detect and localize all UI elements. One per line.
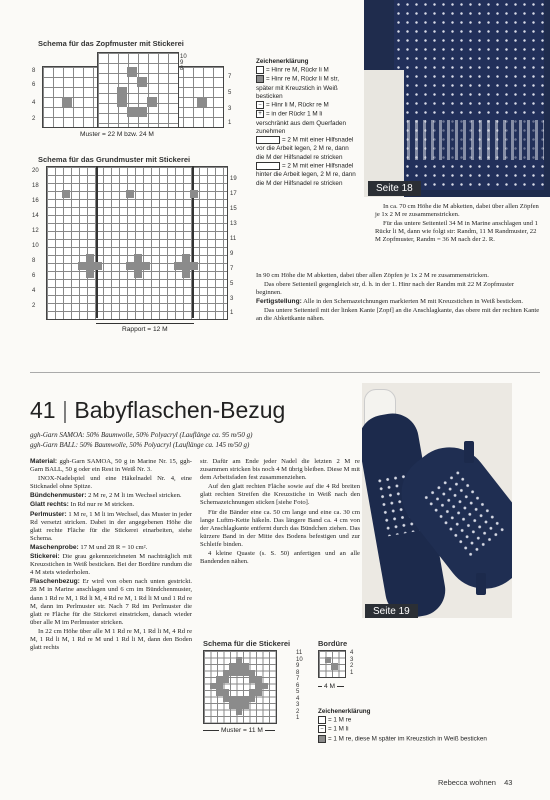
row-label: 10	[296, 656, 303, 663]
row-label: 6	[32, 273, 36, 279]
paragraph: Er wird von oben nach unten gestrickt. 28 M in Marine anschlagen und 6 cm im Bündchenmuster, dann 1 Rd re M, 1 Rd li M, 4 Rd re M, 1 Rd li M und 1 Rd re M, dann im Perlmuster str. Nach 7 Rd im Perlmuster die glatt re Fläche für die Stickerei einstricken, danach wieder über alle M im Perlmuster stricken.	[30, 578, 193, 626]
article-title: Babyflaschen-Bezug	[74, 397, 286, 423]
gray-square-icon	[318, 735, 326, 743]
row-label: 20	[32, 168, 39, 174]
chart1-footer: Muster = 22 M bzw. 24 M	[80, 131, 154, 138]
section-label: Bündchenmuster:	[30, 492, 87, 500]
empty-square-icon	[256, 66, 264, 74]
row-label: 6	[32, 82, 36, 88]
row-label: 8	[32, 258, 36, 264]
row-label: 15	[230, 206, 237, 212]
empty-square-icon	[318, 716, 326, 724]
yarn-info-1: ggh-Garn SAMOA: 50% Baumwolle, 50% Polyacryl (Lauflänge ca. 95 m/50 g)	[30, 431, 253, 439]
row-label: 3	[228, 106, 232, 112]
legend-item: = 1 M re, diese M später im Kreuzstich in Weiß besticken	[328, 735, 487, 743]
row-label: 3	[350, 656, 354, 663]
row-label: 11	[296, 650, 303, 656]
paragraph: Für das untere Seitenteil 34 M in Marine anschlagen und 1 Rückr li M, dann wie folgt str: Randm, 11 M Randmuster, 22 M Zopfmuster, Randm = 36 M nach der 2. R.	[375, 220, 538, 244]
paragraph: Für die Bänder eine ca. 50 cm lange und eine ca. 30 cm lange Luftm-Kette häkeln. Das längere Band ca. 4 cm von der Anschlagkante entfernt durch das Bündchen ziehen. Das kürzere Band in der Mitte des Bodens befestigen und zur Schleife binden.	[200, 508, 360, 548]
row-label: 8	[32, 68, 36, 74]
yarn-info-2: ggh-Garn BALL: 50% Baumwolle, 50% Polyacryl (Lauflänge ca. 145 m/50 g)	[30, 441, 250, 449]
legend-item: = 1 M li	[328, 726, 349, 734]
base-chart	[32, 166, 242, 346]
row-label: 8	[296, 669, 300, 676]
embroidery-chart	[203, 650, 313, 750]
dash-square-icon: –	[256, 101, 264, 109]
paragraph: In Rd nur re M stricken.	[70, 501, 135, 509]
legend	[256, 58, 356, 188]
row-label: 16	[32, 198, 39, 204]
border-row-labels	[350, 650, 353, 676]
blanket-photo	[364, 0, 550, 197]
legend-item: = Hinr re M, Rückr li M	[266, 67, 329, 75]
bottle-cover-photo	[362, 383, 512, 618]
chart2-title: Schema für das Grundmuster mit Stickerei	[38, 155, 191, 164]
section-label: Material:	[30, 458, 58, 465]
row-label: 1	[296, 715, 300, 722]
column-2	[200, 458, 360, 567]
paragraph: In 22 cm Höhe über alle M 1 Rd re M, 1 Rd li M, 4 Rd re M, 1 Rd li M, 1 Rd re M und 1 Rd li M, dann den Boden glatt rechts	[30, 627, 192, 652]
legend-item: = 2 M mit einer Hilfsnadel hinter die Arbeit legen, 2 M re, dann die M der Hilfsnadel re stricken	[256, 162, 356, 187]
border-chart	[318, 650, 358, 700]
gray-square-icon	[256, 75, 264, 83]
dash-square-icon: –	[318, 725, 326, 733]
section-label: Maschenprobe:	[30, 543, 79, 551]
row-label: 7	[228, 74, 232, 80]
row-label: 4	[296, 695, 300, 702]
plus-square-icon: +	[256, 110, 264, 118]
row-label: 5	[230, 281, 234, 287]
section-label: Flaschenbezug:	[30, 578, 80, 586]
legend-item: = 2 M mit einer Hilfsnadel vor die Arbeit legen, 2 M re, dann die M der Hilfsnadel re stricken	[256, 137, 354, 161]
magazine-name: Rebecca wohnen	[438, 778, 496, 787]
paragraph: 4 kleine Quaste (s. S. 50) anfertigen und an alle Bandenden nähen.	[200, 550, 360, 566]
row-label: 10	[32, 243, 39, 249]
chart2-footer: Rapport = 12 M	[122, 326, 168, 333]
legend-item: = Hinr re M, Rückr li M str, später mit Kreuzstich in Weiß besticken	[256, 76, 339, 100]
page-footer	[438, 778, 512, 787]
row-label: 9	[230, 251, 234, 257]
section-label: Stickerei:	[30, 553, 60, 561]
paragraph: INOX-Nadelspiel und eine Häkelnadel Nr. 4, eine Sticknadel ohne Spitze.	[30, 475, 192, 491]
paragraph: Alle in den Schemazeichnungen markierten M mit Kreuzstichen in Weiß besticken.	[303, 298, 524, 306]
row-label: 14	[32, 213, 39, 219]
chart3-title: Schema für die Stickerei	[203, 639, 291, 648]
row-label: 19	[230, 176, 237, 182]
row-label: 8	[180, 66, 184, 72]
row-label: 1	[228, 120, 232, 126]
row-label: 9	[180, 60, 184, 66]
legend-item: = Hinr li M, Rückr re M	[266, 102, 329, 110]
row-label: 4	[32, 100, 36, 106]
cable-back-icon	[256, 162, 280, 170]
row-label: 13	[230, 221, 237, 227]
paragraph: Auf den glatt rechten Fläche sowie auf die 4 Rd breiten glatt rechten Streifen die Kreuzstiche in Weiß nach den Schemazeichnungen sticken [siehe Foto].	[200, 483, 360, 507]
paragraph: str. Dafür am Ende jeder Nadel die letzten 2 M re zusammen stricken bis noch 4 M übrig bleiben. Diese M mit dem Arbeitsfaden fest zusammenziehen.	[200, 458, 360, 482]
photo-label: Seite 18	[368, 181, 421, 196]
row-label: 7	[230, 266, 234, 272]
legend-title: Zeichenerklärung	[318, 708, 371, 715]
paragraph: 17 M und 28 R = 10 cm².	[80, 543, 148, 551]
row-label: 2	[296, 708, 300, 715]
border-title: Bordüre	[318, 639, 348, 648]
cable-front-icon	[256, 136, 280, 144]
cable-chart	[32, 52, 242, 142]
row-label: 2	[32, 303, 36, 309]
paragraph: Die grau gekennzeichneten M nachträglich mit Kreuzstichen in Weiß besticken. Bei der Bordüre rundum die 4 M stets wiederholen.	[30, 553, 192, 577]
row-label: 7	[296, 676, 300, 683]
row-label: 4	[32, 288, 36, 294]
article-number: 41	[30, 397, 56, 423]
column-1	[30, 458, 192, 653]
row-label: 12	[32, 228, 39, 234]
legend-item: = in der Rückr 1 M li verschränkt aus dem Querfaden zunehmen	[256, 111, 346, 135]
row-label: 1	[350, 669, 354, 676]
section-label: Glatt rechts:	[30, 501, 69, 509]
page-number: 43	[504, 778, 513, 787]
paragraph: Das untere Seitenteil mit der linken Kante [Zopf] an die Anschlagkante, das obere mit der rechten Kante an die Abkettkante nähen.	[256, 307, 540, 323]
paragraph: 1 M re, 1 M li im Wechsel, das Muster in jeder Rd versetzt stricken. Dabei in der angegebenen Höhe die glatt rechte Fläche für die Stickerei einarbeiten, siehe Schema.	[30, 510, 192, 542]
right-text	[375, 203, 540, 245]
row-label: 9	[296, 663, 300, 670]
row-label: 1	[230, 310, 234, 316]
row-label: 3	[230, 296, 234, 302]
row-label: 5	[228, 90, 232, 96]
row-label: 11	[230, 236, 237, 242]
row-label: 2	[350, 663, 354, 669]
paragraph: ggh-Garn SAMOA, 50 g in Marine Nr. 15, ggh-Garn BALL, 50 g oder ein Rest in Weiß Nr. 3.	[30, 458, 192, 474]
paragraph: 2 M re, 2 M li im Wechsel stricken.	[88, 492, 182, 500]
row-label: 2	[32, 116, 36, 122]
paragraph: In 90 cm Höhe die M abketten, dabei über allen Zöpfen je 1x 2 M re zusammenstricken.	[256, 272, 489, 279]
row-label: 17	[230, 191, 237, 197]
border-footer: 4 M	[324, 683, 335, 690]
legend-2	[318, 708, 498, 744]
paragraph: In ca. 70 cm Höhe die M abketten, dabei über allen Zöpfen je 1x 2 M re zusammenstricken.	[375, 203, 539, 219]
legend-item: = 1 M re	[328, 717, 352, 725]
article-heading: 41 | Babyflaschen-Bezug	[30, 397, 286, 423]
photo-label: Seite 19	[365, 604, 418, 618]
legend-title: Zeichenerklärung	[256, 58, 309, 65]
chart1-title: Schema für das Zopfmuster mit Stickerei	[38, 39, 184, 48]
divider	[30, 372, 540, 373]
row-label: 18	[32, 183, 39, 189]
row-label: 10	[180, 54, 187, 60]
paragraph: Das obere Seitenteil gegengleich str, d. h. in der 1. Hinr nach der Randm mit 22 M Zopfmuster beginnen.	[256, 281, 515, 297]
fertig-label: Fertigstellung:	[256, 298, 302, 306]
chart3-row-labels	[296, 650, 303, 722]
row-label: 3	[296, 702, 300, 709]
row-label: 5	[296, 689, 300, 696]
section-label: Perlmuster:	[30, 510, 67, 518]
chart3-footer: Muster = 11 M	[221, 727, 263, 734]
right-text-wide	[256, 272, 541, 325]
row-label: 4	[350, 650, 354, 656]
row-label: 6	[296, 682, 300, 689]
